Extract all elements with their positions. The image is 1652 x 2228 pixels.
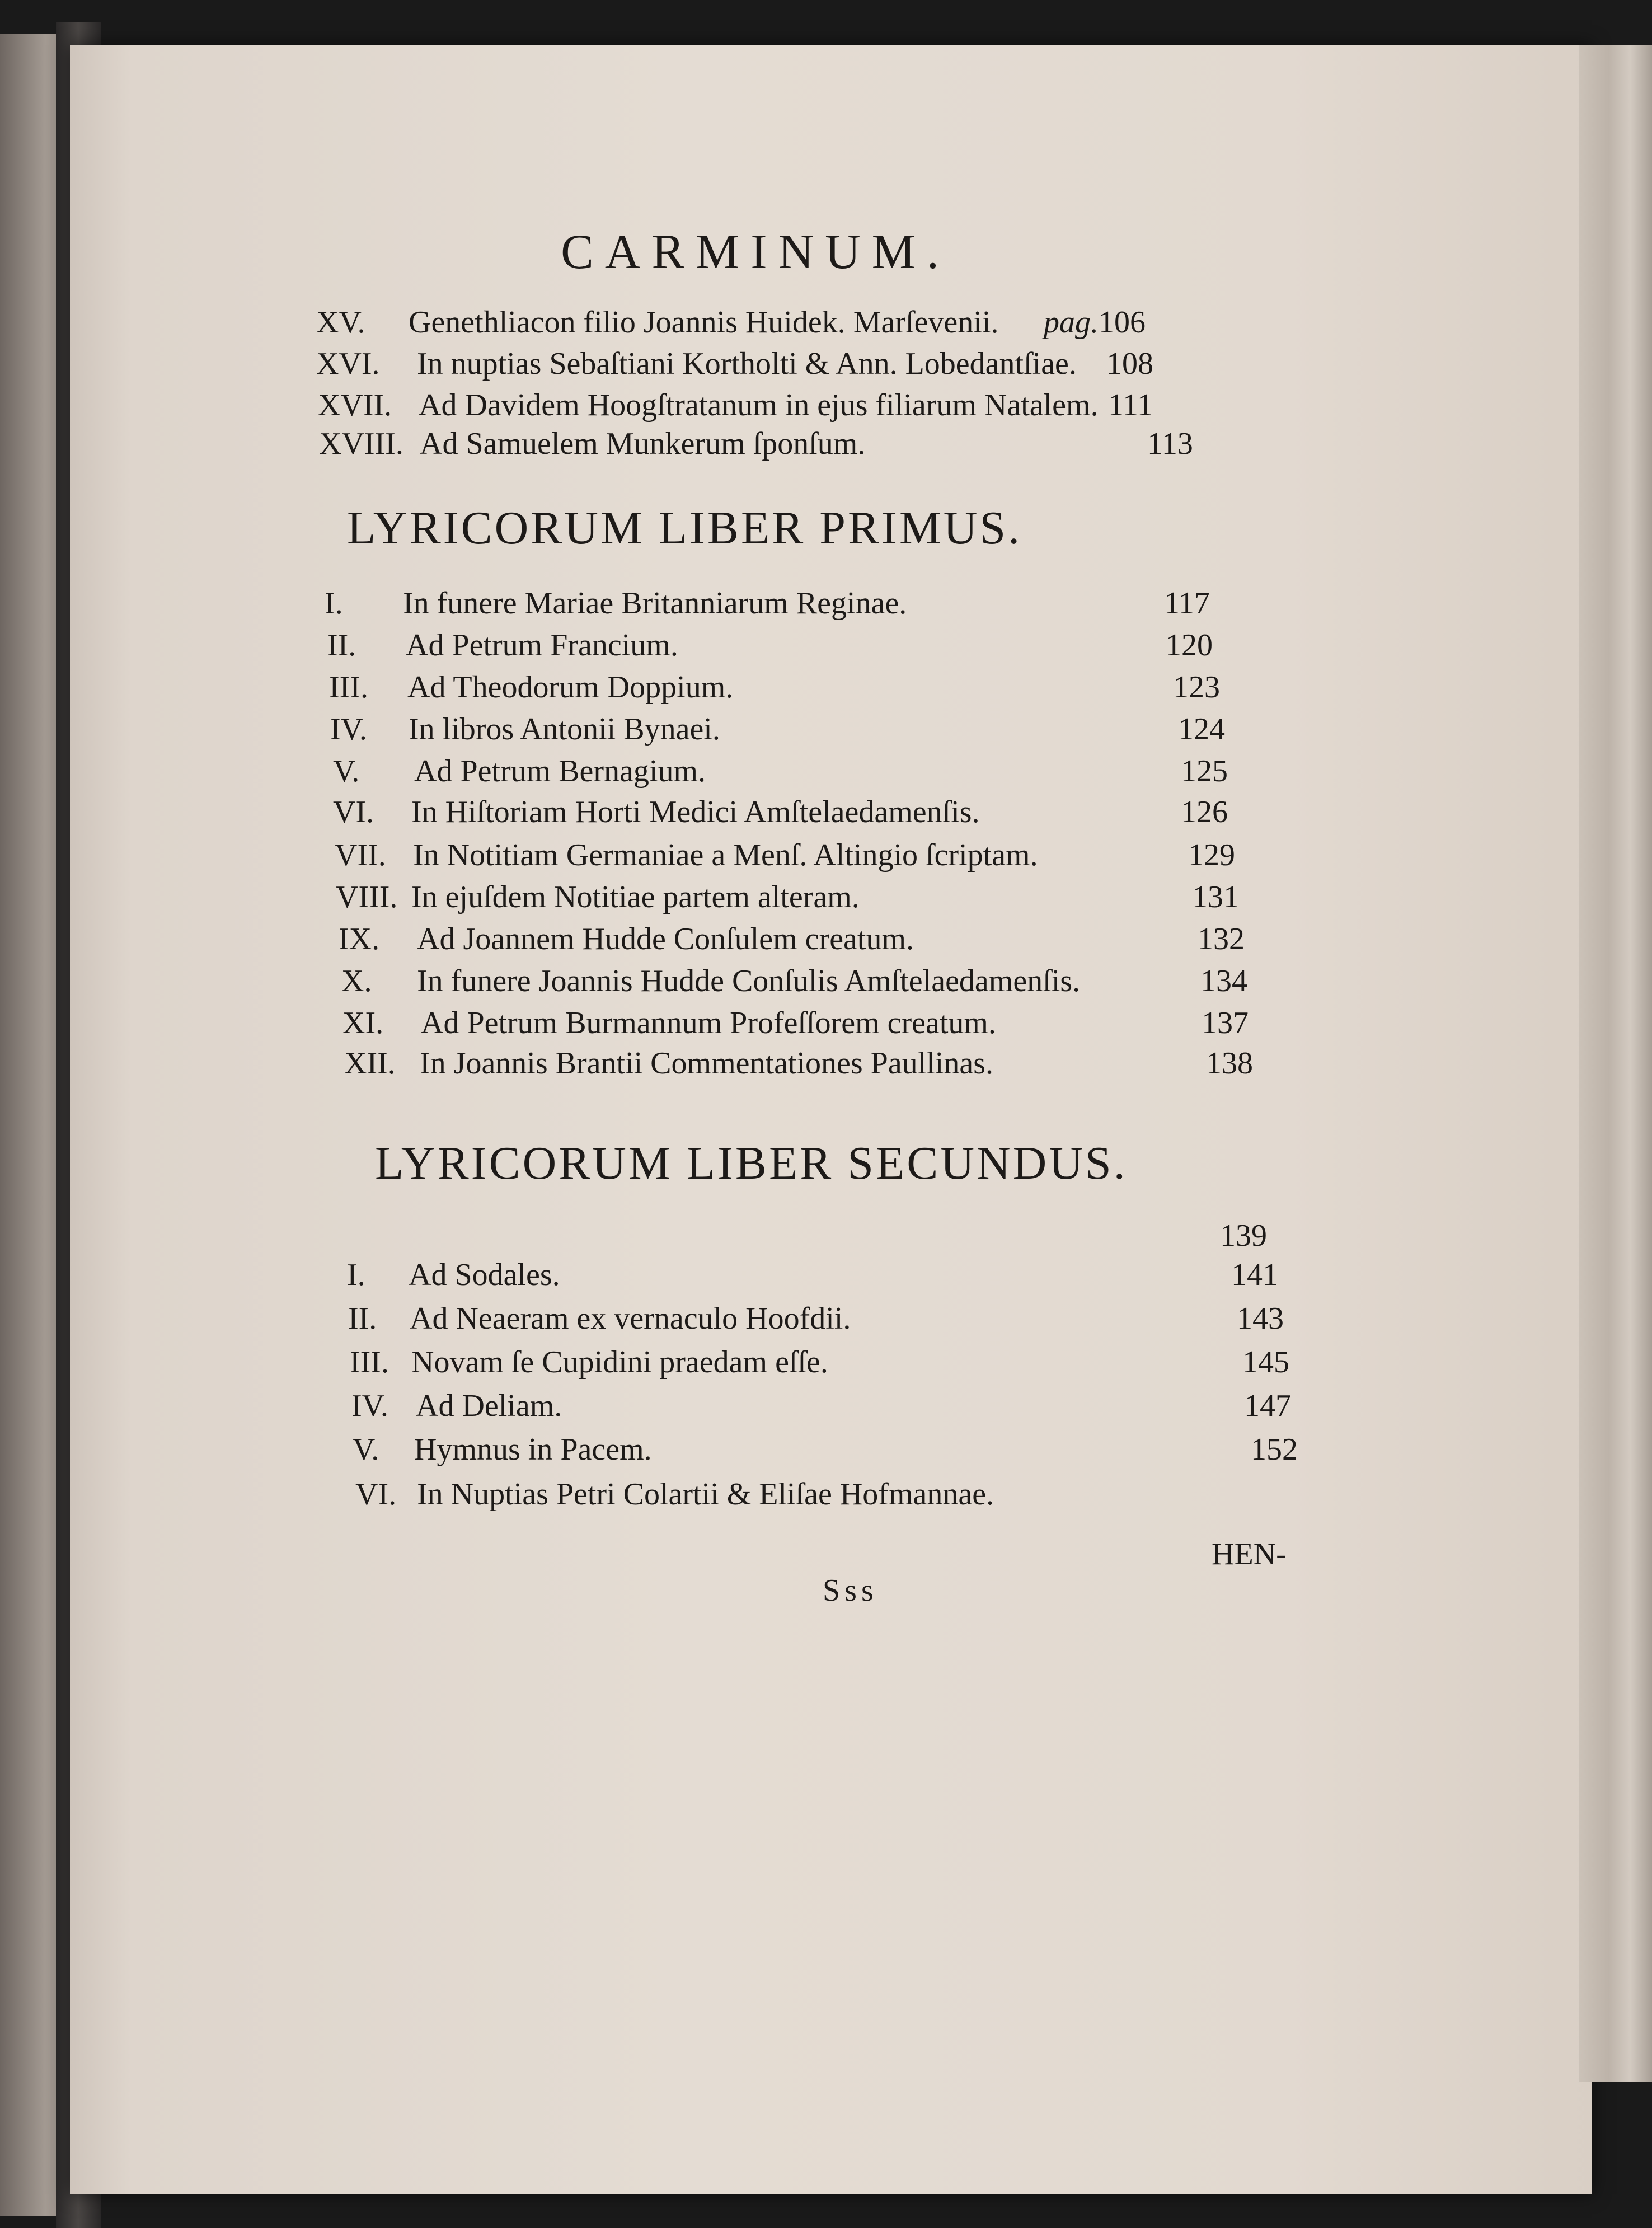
entry-number: X. xyxy=(341,964,372,998)
entry-number: III. xyxy=(350,1345,389,1380)
entry-page-number: 152 xyxy=(1251,1432,1298,1467)
pag-abbreviation: pag. xyxy=(1044,305,1099,340)
catchword: HEN- xyxy=(1212,1537,1287,1572)
entry-number: VI. xyxy=(333,795,374,829)
signature-mark: Sss xyxy=(823,1573,878,1608)
toc-entry xyxy=(344,1042,1251,1085)
entry-title: Novam ſe Cupidini praedam eſſe. xyxy=(411,1345,828,1380)
secundus-first-page xyxy=(1220,1214,1287,1257)
entry-page-number: 120 xyxy=(1166,628,1213,663)
toc-entry xyxy=(339,918,1245,960)
entry-page xyxy=(1044,301,1146,344)
entry-title: In funere Joannis Hudde Conſulis Amſtelaedamenſis. xyxy=(417,964,1081,998)
entry-number: VIII. xyxy=(336,880,398,914)
entry-number: III. xyxy=(329,670,368,705)
toc-entry xyxy=(316,343,1189,385)
toc-entry xyxy=(335,834,1241,876)
toc-entry xyxy=(351,1385,1303,1427)
entry-title: Ad Petrum Francium. xyxy=(406,628,678,663)
entry-number: XVI. xyxy=(316,346,380,381)
entry-title: Genethliacon filio Joannis Huidek. Marſevenii. xyxy=(409,305,999,340)
entry-title: In nuptias Sebaſtiani Kortholti & Ann. Lobedantſiae. xyxy=(417,346,1077,381)
toc-entry xyxy=(327,624,1223,667)
entry-number: VII. xyxy=(335,838,386,873)
entry-page-number: 123 xyxy=(1173,670,1220,705)
entry-number: XI. xyxy=(342,1006,384,1040)
entry-page-number: 106 xyxy=(1099,305,1146,340)
toc-entry xyxy=(325,582,1220,625)
entry-page-number: 139 xyxy=(1220,1218,1267,1253)
entry-page-number: 117 xyxy=(1164,586,1210,621)
entry-page-number: 131 xyxy=(1192,880,1239,914)
toc-entry xyxy=(341,960,1248,1002)
entry-page-number: 138 xyxy=(1206,1046,1253,1081)
entry-page-number: 108 xyxy=(1106,346,1153,381)
entry-number: II. xyxy=(327,628,356,663)
entry-number: IV. xyxy=(351,1389,388,1423)
entry-title: Ad Davidem Hoogſtratanum in ejus filiarum Natalem. xyxy=(419,388,1099,423)
entry-title: Ad Samuelem Munkerum ſponſum. xyxy=(420,426,866,461)
entry-page-number: 125 xyxy=(1181,754,1228,789)
toc-entry xyxy=(353,1428,1310,1471)
entry-page-number: 143 xyxy=(1237,1301,1284,1336)
entry-number: I. xyxy=(347,1258,365,1292)
entry-title: In funere Mariae Britanniarum Reginae. xyxy=(403,586,907,621)
entry-title: In Hiſtoriam Horti Medici Amſtelaedamenſis. xyxy=(411,795,980,829)
toc-entry xyxy=(316,301,1189,344)
entry-number: I. xyxy=(325,586,343,621)
toc-entry xyxy=(318,384,1191,426)
toc-entry xyxy=(342,1002,1249,1044)
section-heading-liber-secundus: LYRICORUM LIBER SECUNDUS. xyxy=(375,1137,1128,1189)
entry-title: Ad Theodorum Doppium. xyxy=(407,670,734,705)
entry-page-number: 124 xyxy=(1178,712,1225,747)
entry-title: Ad Neaeram ex vernaculo Hoofdii. xyxy=(410,1301,851,1336)
entry-title: Ad Deliam. xyxy=(416,1389,562,1423)
entry-number: XV. xyxy=(316,305,365,340)
entry-title: Ad Joannem Hudde Conſulem creatum. xyxy=(417,922,914,956)
entry-page-number: 141 xyxy=(1231,1258,1278,1292)
running-head: CARMINUM. xyxy=(561,225,950,279)
entry-title: In ejuſdem Notitiae partem alteram. xyxy=(411,880,860,914)
entry-title: In Nuptias Petri Colartii & Eliſae Hofmannae. xyxy=(417,1477,994,1512)
toc-entry xyxy=(336,876,1242,918)
entry-number: V. xyxy=(333,754,360,789)
entry-title: In Joannis Brantii Commentationes Paullinas. xyxy=(420,1046,994,1081)
entry-number: XVIII. xyxy=(319,426,403,461)
entry-page-number: 147 xyxy=(1244,1389,1291,1423)
entry-number: II. xyxy=(348,1301,377,1336)
entry-page-number: 126 xyxy=(1181,795,1228,829)
entry-page-number: 134 xyxy=(1200,964,1247,998)
entry-number: V. xyxy=(353,1432,379,1467)
entry-page-number: 145 xyxy=(1242,1345,1289,1380)
entry-title: In Notitiam Germaniae a Menſ. Altingio ſcriptam. xyxy=(413,838,1038,873)
toc-entry xyxy=(333,750,1228,792)
entry-title: Ad Sodales. xyxy=(409,1258,560,1292)
entry-page-number: 132 xyxy=(1198,922,1245,956)
entry-title: Hymnus in Pacem. xyxy=(414,1432,652,1467)
toc-entry xyxy=(350,1341,1301,1383)
entry-title: In libros Antonii Bynaei. xyxy=(409,712,720,747)
toc-entry xyxy=(347,1254,1287,1296)
entry-title: Ad Petrum Burmannum Profeſſorem creatum. xyxy=(421,1006,996,1040)
section-heading-liber-primus: LYRICORUM LIBER PRIMUS. xyxy=(347,502,1022,554)
entry-number: VI. xyxy=(355,1477,397,1512)
entry-page-number: 129 xyxy=(1188,838,1235,873)
entry-page-number: 111 xyxy=(1108,388,1153,423)
entry-title: Ad Petrum Bernagium. xyxy=(414,754,706,789)
toc-entry xyxy=(330,708,1226,751)
entry-number: IV. xyxy=(330,712,367,747)
entry-page-number: 137 xyxy=(1202,1006,1249,1040)
entry-number: IX. xyxy=(339,922,380,956)
entry-number: XVII. xyxy=(318,388,392,423)
entry-number: XII. xyxy=(344,1046,396,1081)
toc-entry xyxy=(319,423,1192,465)
toc-entry xyxy=(329,666,1224,709)
toc-entry xyxy=(333,791,1228,833)
entry-page-number: 113 xyxy=(1147,426,1193,461)
toc-entry xyxy=(355,1473,1312,1516)
toc-entry xyxy=(348,1297,1294,1340)
